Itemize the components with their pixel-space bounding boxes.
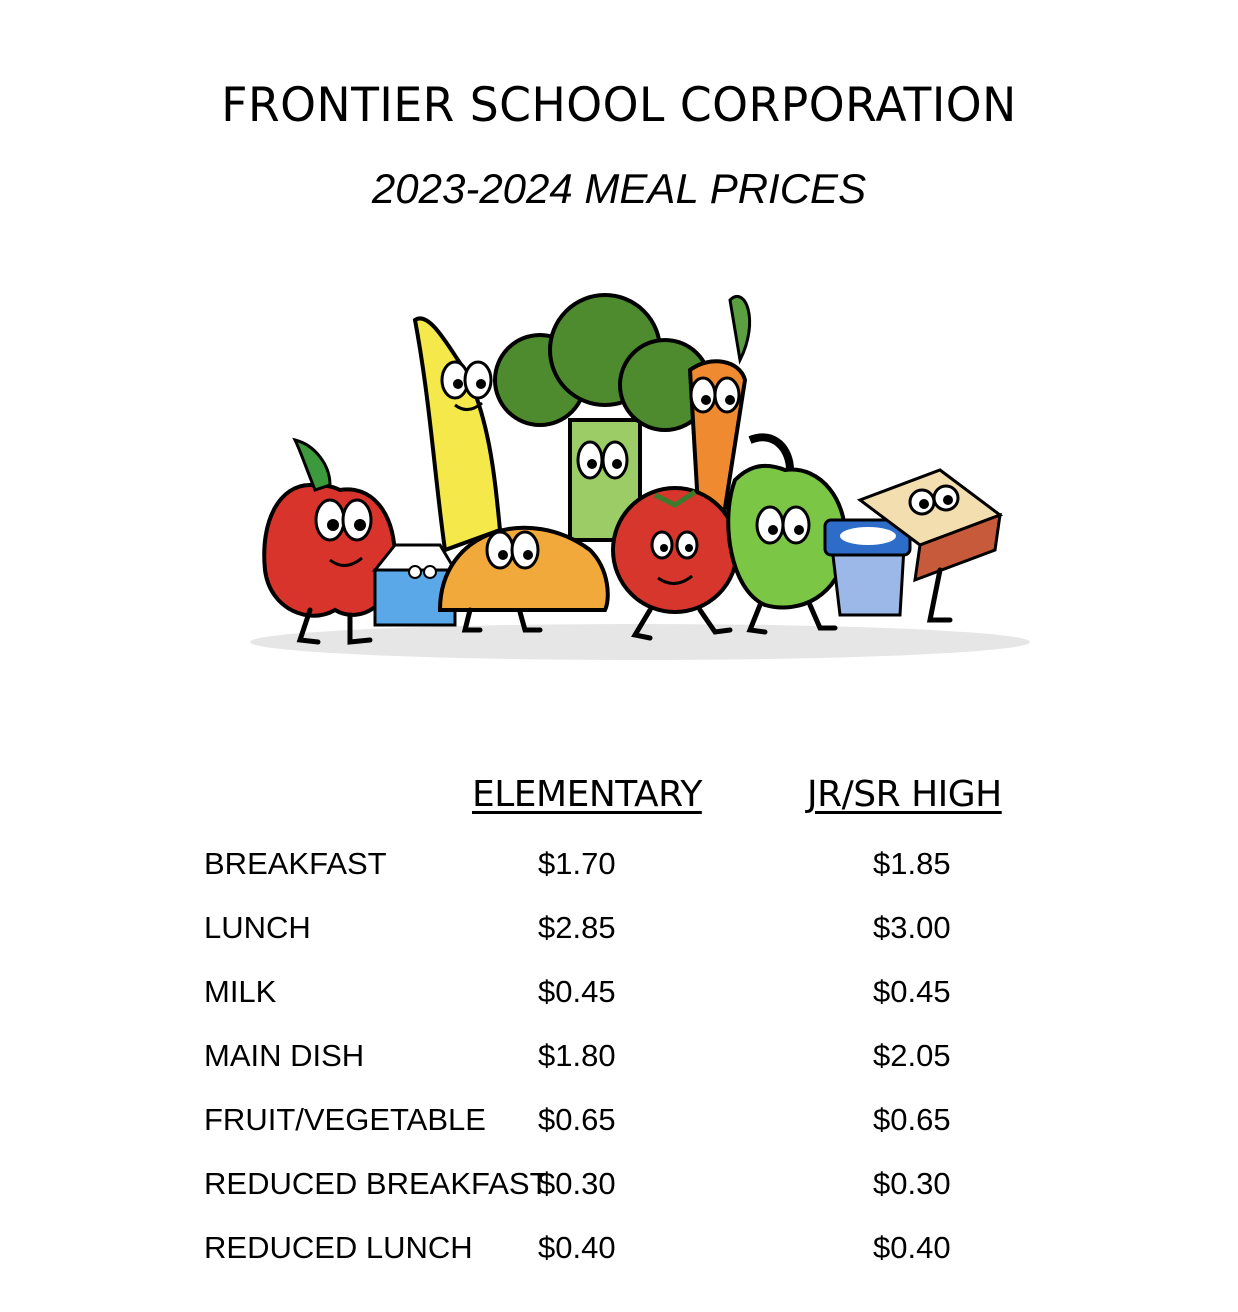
- elementary-price: $0.45: [538, 974, 616, 1009]
- price-row: [0, 846, 1238, 886]
- row-label: LUNCH: [204, 910, 311, 945]
- jr-sr-high-price: $2.05: [873, 1038, 951, 1073]
- row-label: BREAKFAST: [204, 846, 387, 881]
- row-label: REDUCED BREAKFAST: [204, 1166, 549, 1201]
- elementary-price: $0.65: [538, 1102, 616, 1137]
- row-label: REDUCED LUNCH: [204, 1230, 473, 1265]
- price-row: [0, 910, 1238, 950]
- row-label: MILK: [204, 974, 277, 1009]
- column-header-elementary: ELEMENTARY: [472, 774, 702, 815]
- elementary-price: $0.30: [538, 1166, 616, 1201]
- yogurt-cup-character-icon: [825, 520, 910, 615]
- jr-sr-high-price: $0.65: [873, 1102, 951, 1137]
- tomato-character-icon: [613, 488, 737, 612]
- elementary-price: $2.85: [538, 910, 616, 945]
- banana-character-icon: [415, 318, 500, 550]
- food-characters-illustration: [200, 280, 1080, 680]
- price-row: [0, 1102, 1238, 1142]
- jr-sr-high-price: $0.40: [873, 1230, 951, 1265]
- price-row: [0, 1230, 1238, 1270]
- document-title: FRONTIER SCHOOL CORPORATION: [221, 78, 1017, 133]
- document-subtitle: 2023-2024 MEAL PRICES: [371, 165, 867, 212]
- row-label: FRUIT/VEGETABLE: [204, 1102, 486, 1137]
- elementary-price: $1.80: [538, 1038, 616, 1073]
- elementary-price: $1.70: [538, 846, 616, 881]
- column-header-jr-sr-high: JR/SR HIGH: [807, 774, 1002, 815]
- price-row: [0, 1038, 1238, 1078]
- jr-sr-high-price: $0.30: [873, 1166, 951, 1201]
- row-label: MAIN DISH: [204, 1038, 365, 1073]
- price-row: [0, 974, 1238, 1014]
- price-row: [0, 1166, 1238, 1206]
- elementary-price: $0.40: [538, 1230, 616, 1265]
- jr-sr-high-price: $0.45: [873, 974, 951, 1009]
- jr-sr-high-price: $3.00: [873, 910, 951, 945]
- jr-sr-high-price: $1.85: [873, 846, 951, 881]
